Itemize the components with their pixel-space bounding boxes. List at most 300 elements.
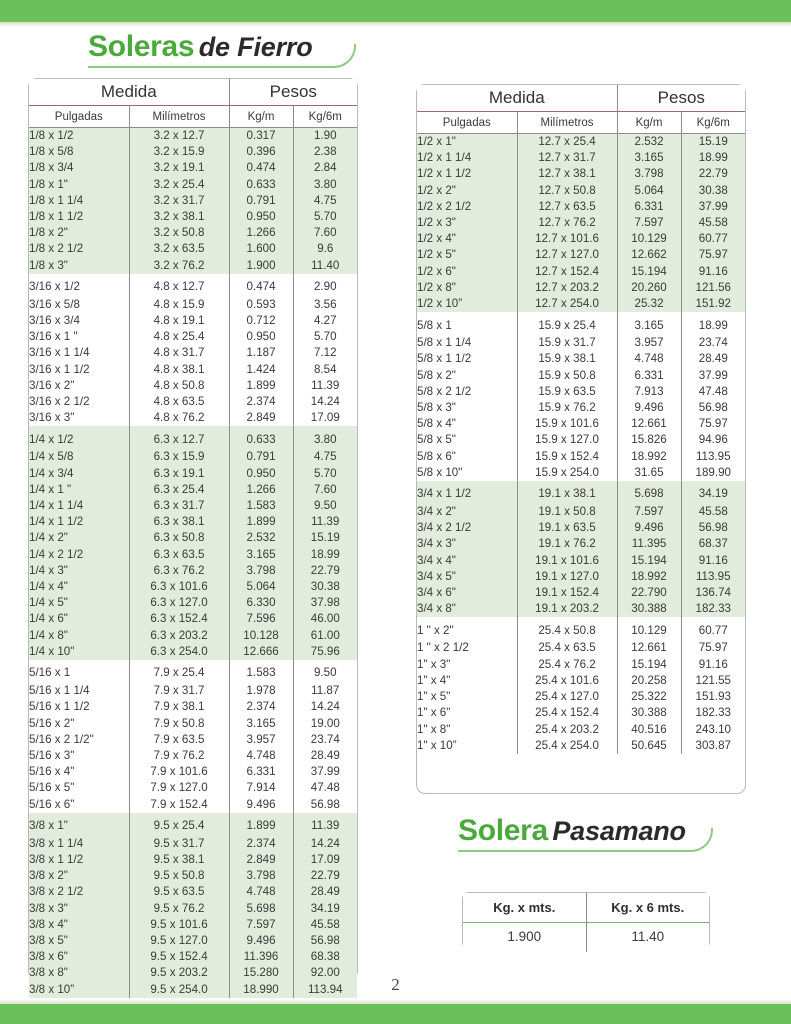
table-cell-milimetros: 15.9 x 76.2 [517,400,617,416]
table-cell-milimetros: 9.5 x 76.2 [129,901,229,917]
table-cell-pulgadas: 1/4 x 5" [29,595,129,611]
table-row [29,611,357,627]
table-row [417,400,745,416]
header-medida: Medida [29,79,229,106]
table-row [29,868,357,884]
pasamano-header-row [463,893,709,923]
table-cell-kg6m: 18.99 [293,547,357,563]
table-cell-pulgadas: 5/16 x 2" [29,716,129,732]
table-cell-kgm: 12.661 [617,640,681,656]
table-row [417,673,745,689]
table-cell-milimetros: 9.5 x 50.8 [129,868,229,884]
table-row [417,705,745,721]
table-cell-kgm: 2.532 [617,134,681,151]
table-row [417,722,745,738]
table-cell-milimetros: 4.8 x 38.1 [129,362,229,378]
table-row [417,689,745,705]
table-row [29,547,357,563]
table-cell-milimetros: 9.5 x 254.0 [129,982,229,998]
table-cell-milimetros: 12.7 x 254.0 [517,296,617,312]
table-cell-kg6m: 18.99 [681,312,745,335]
table-cell-pulgadas: 1/2 x 3" [417,215,517,231]
table-cell-kgm: 3.798 [229,868,293,884]
table-cell-kgm: 0.950 [229,466,293,482]
table-cell-kgm: 15.826 [617,432,681,448]
table-row [417,215,745,231]
header-kg6m: Kg/6m [681,112,745,134]
table-cell-milimetros: 6.3 x 31.7 [129,498,229,514]
header-medida: Medida [417,85,617,112]
section-heading-soleras [88,24,356,68]
table-cell-milimetros: 12.7 x 31.7 [517,150,617,166]
page-number: 2 [391,975,400,994]
table-cell-pulgadas: 3/8 x 4" [29,917,129,933]
table-cell-kgm: 1.978 [229,683,293,699]
table-cell-pulgadas: 1/8 x 1" [29,177,129,193]
table-cell-kg6m: 189.90 [681,465,745,481]
table-cell-kg6m: 11.39 [293,813,357,836]
table-row [417,416,745,432]
pasamano-table [462,892,710,949]
table-row [29,297,357,313]
table-cell-pulgadas: 5/8 x 5" [417,432,517,448]
table-cell-kgm: 9.496 [229,797,293,813]
table-cell-pulgadas: 3/8 x 1 1/4 [29,836,129,852]
table-cell-pulgadas: 5/8 x 1 [417,312,517,335]
table-row [29,530,357,546]
table-cell-milimetros: 6.3 x 76.2 [129,563,229,579]
table-cell-pulgadas: 5/8 x 2" [417,368,517,384]
table-cell-milimetros: 25.4 x 152.4 [517,705,617,721]
table-cell-kgm: 0.633 [229,426,293,449]
table-cell-pulgadas: 3/8 x 8" [29,965,129,981]
table-cell-kg6m: 45.58 [681,215,745,231]
table-cell-pulgadas: 3/16 x 2" [29,378,129,394]
table-cell-pulgadas: 3/8 x 6" [29,949,129,965]
table-cell-milimetros: 25.4 x 63.5 [517,640,617,656]
table-row [417,199,745,215]
table-row [29,410,357,426]
table-cell-pulgadas: 1/2 x 10” [417,296,517,312]
table-cell-milimetros: 3.2 x 12.7 [129,128,229,145]
table-cell-milimetros: 12.7 x 152.4 [517,264,617,280]
table-cell-kg6m: 45.58 [681,504,745,520]
pasamano-value-row [463,923,709,953]
table-cell-kg6m: 11.39 [293,514,357,530]
table-cell-kgm: 7.914 [229,780,293,796]
table-row [29,241,357,257]
table-cell-milimetros: 19.1 x 76.2 [517,536,617,552]
table-cell-milimetros: 7.9 x 152.4 [129,797,229,813]
table-cell-milimetros: 25.4 x 50.8 [517,617,617,640]
table-cell-pulgadas: 1" x 10” [417,738,517,754]
table-row [417,335,745,351]
table-cell-milimetros: 6.3 x 203.2 [129,628,229,644]
table-row [29,764,357,780]
table-header-column-row [417,112,745,134]
table-cell-pulgadas: 5/8 x 4" [417,416,517,432]
table-cell-kgm: 50.645 [617,738,681,754]
table-cell-kgm: 30.388 [617,601,681,617]
table-cell-kg6m: 17.09 [293,852,357,868]
table-cell-milimetros: 15.9 x 50.8 [517,368,617,384]
table-cell-kg6m: 75.97 [681,247,745,263]
table-cell-kgm: 5.064 [617,183,681,199]
table-row [29,797,357,813]
pasamano-value-kg-per-m: 1.900 [463,923,586,953]
table-cell-pulgadas: 1/4 x 3/4 [29,466,129,482]
table-cell-milimetros: 15.9 x 254.0 [517,465,617,481]
table-cell-pulgadas: 3/8 x 1 1/2 [29,852,129,868]
table-cell-milimetros: 9.5 x 152.4 [129,949,229,965]
table-row [417,536,745,552]
table-row [417,601,745,617]
table-row [29,732,357,748]
table-cell-milimetros: 4.8 x 25.4 [129,329,229,345]
table-cell-pulgadas: 1/2 x 1 1/4 [417,150,517,166]
table-cell-pulgadas: 3/16 x 1 1/2 [29,362,129,378]
soleras-table-left [28,78,358,996]
table-cell-kg6m: 9.50 [293,498,357,514]
table-cell-kgm: 0.593 [229,297,293,313]
table-row [29,329,357,345]
table-row [29,699,357,715]
table-cell-pulgadas: 3/16 x 1/2 [29,274,129,297]
table-row [417,264,745,280]
table-cell-pulgadas: 1/8 x 1 1/4 [29,193,129,209]
table-row [29,852,357,868]
table-cell-kg6m: 11.40 [293,258,357,274]
table-cell-kgm: 11.396 [229,949,293,965]
table-cell-milimetros: 19.1 x 101.6 [517,553,617,569]
table-cell-milimetros: 19.1 x 127.0 [517,569,617,585]
table-cell-kg6m: 45.58 [293,917,357,933]
table-cell-kg6m: 28.49 [293,884,357,900]
table-cell-milimetros: 19.1 x 203.2 [517,601,617,617]
table-cell-kgm: 4.748 [617,351,681,367]
table-cell-kgm: 2.849 [229,410,293,426]
table-cell-milimetros: 3.2 x 76.2 [129,258,229,274]
table-cell-kg6m: 68.37 [681,536,745,552]
table-cell-kgm: 15.194 [617,657,681,673]
table-cell-kgm: 18.990 [229,982,293,998]
table-row [29,345,357,361]
header-milimetros: Milímetros [517,112,617,134]
table-cell-milimetros: 3.2 x 31.7 [129,193,229,209]
table-row [29,426,357,449]
table-row [29,813,357,836]
table-cell-kg6m: 1.90 [293,128,357,145]
table-cell-pulgadas: 3/8 x 10” [29,982,129,998]
pasamano-spec-table [463,893,709,952]
table-cell-milimetros: 12.7 x 76.2 [517,215,617,231]
table-cell-kgm: 2.374 [229,394,293,410]
table-cell-milimetros: 6.3 x 38.1 [129,514,229,530]
table-row [29,209,357,225]
table-cell-kgm: 2.374 [229,836,293,852]
table-cell-kgm: 3.165 [229,547,293,563]
table-cell-kg6m: 121.55 [681,673,745,689]
table-row [417,481,745,504]
table-cell-pulgadas: 3/8 x 2" [29,868,129,884]
table-cell-milimetros: 19.1 x 50.8 [517,504,617,520]
table-row [29,225,357,241]
table-row [29,313,357,329]
table-cell-kgm: 18.992 [617,449,681,465]
table-cell-pulgadas: 3/4 x 1 1/2 [417,481,517,504]
table-cell-pulgadas: 1/8 x 1 1/2 [29,209,129,225]
table-row [29,128,357,145]
table-cell-pulgadas: 1/2 x 2" [417,183,517,199]
table-cell-milimetros: 6.3 x 25.4 [129,482,229,498]
table-cell-kgm: 1.600 [229,241,293,257]
table-row [417,520,745,536]
table-cell-kgm: 0.474 [229,274,293,297]
table-cell-kg6m: 91.16 [681,264,745,280]
table-cell-kgm: 0.791 [229,449,293,465]
table-cell-kgm: 25.322 [617,689,681,705]
table-cell-pulgadas: 1/8 x 3/4 [29,160,129,176]
table-cell-pulgadas: 1/4 x 1 " [29,482,129,498]
table-cell-pulgadas: 3/4 x 4" [417,553,517,569]
table-row [417,504,745,520]
table-cell-pulgadas: 1/2 x 2 1/2 [417,199,517,215]
table-row [29,884,357,900]
table-cell-kg6m: 22.79 [681,166,745,182]
table-cell-pulgadas: 3/16 x 3/4 [29,313,129,329]
table-cell-kg6m: 14.24 [293,699,357,715]
table-cell-pulgadas: 1" x 6" [417,705,517,721]
table-cell-kgm: 3.165 [617,150,681,166]
table-cell-pulgadas: 5/16 x 4" [29,764,129,780]
table-cell-kg6m: 4.75 [293,193,357,209]
table-cell-milimetros: 15.9 x 25.4 [517,312,617,335]
table-cell-pulgadas: 1/4 x 2" [29,530,129,546]
table-cell-kg6m: 15.19 [293,530,357,546]
table-cell-milimetros: 9.5 x 25.4 [129,813,229,836]
table-cell-pulgadas: 1 " x 2" [417,617,517,640]
table-cell-kg6m: 9.6 [293,241,357,257]
table-cell-kgm: 1.583 [229,498,293,514]
table-row [29,901,357,917]
table-cell-kgm: 5.698 [617,481,681,504]
table-cell-kgm: 12.662 [617,247,681,263]
table-cell-pulgadas: 1/4 x 3" [29,563,129,579]
table-cell-kg6m: 15.19 [681,134,745,151]
table-cell-kgm: 2.849 [229,852,293,868]
header-kgm: Kg/m [229,106,293,128]
table-cell-kgm: 3.798 [617,166,681,182]
table-cell-kgm: 0.317 [229,128,293,145]
table-cell-milimetros: 25.4 x 254.0 [517,738,617,754]
table-row [417,553,745,569]
table-row [417,640,745,656]
table-cell-pulgadas: 3/8 x 2 1/2 [29,884,129,900]
table-cell-kg6m: 11.87 [293,683,357,699]
table-cell-kg6m: 3.80 [293,177,357,193]
table-row [29,563,357,579]
table-cell-kg6m: 7.12 [293,345,357,361]
table-cell-pulgadas: 5/8 x 6" [417,449,517,465]
table-cell-kgm: 1.424 [229,362,293,378]
table-cell-kg6m: 9.50 [293,660,357,683]
table-row [417,134,745,151]
table-cell-kgm: 5.698 [229,901,293,917]
table-cell-kgm: 0.712 [229,313,293,329]
table-cell-kg6m: 61.00 [293,628,357,644]
table-cell-pulgadas: 3/16 x 1 1/4 [29,345,129,361]
table-row [29,644,357,660]
table-row [29,780,357,796]
table-cell-milimetros: 3.2 x 19.1 [129,160,229,176]
table-cell-milimetros: 6.3 x 50.8 [129,530,229,546]
table-cell-milimetros: 15.9 x 152.4 [517,449,617,465]
table-cell-kg6m: 30.38 [293,579,357,595]
table-cell-milimetros: 9.5 x 31.7 [129,836,229,852]
table-cell-pulgadas: 3/4 x 6" [417,585,517,601]
table-cell-kgm: 7.913 [617,384,681,400]
table-cell-milimetros: 15.9 x 127.0 [517,432,617,448]
table-cell-kg6m: 121.56 [681,280,745,296]
table-cell-kgm: 7.597 [617,215,681,231]
table-cell-pulgadas: 1/8 x 2" [29,225,129,241]
table-cell-pulgadas: 5/16 x 3" [29,748,129,764]
table-cell-milimetros: 12.7 x 127.0 [517,247,617,263]
table-row [29,933,357,949]
table-row [29,482,357,498]
table-cell-kgm: 20.260 [617,280,681,296]
table-cell-pulgadas: 1/2 x 8" [417,280,517,296]
table-cell-kg6m: 46.00 [293,611,357,627]
table-cell-milimetros: 3.2 x 38.1 [129,209,229,225]
table-cell-kgm: 9.496 [617,400,681,416]
table-cell-kg6m: 34.19 [293,901,357,917]
table-cell-pulgadas: 1/2 x 1" [417,134,517,151]
table-row [417,657,745,673]
table-cell-kgm: 1.899 [229,514,293,530]
table-cell-kg6m: 23.74 [681,335,745,351]
table-row [417,150,745,166]
table-cell-kgm: 6.330 [229,595,293,611]
table-cell-kg6m: 2.84 [293,160,357,176]
table-cell-kg6m: 182.33 [681,705,745,721]
table-cell-kg6m: 94.96 [681,432,745,448]
table-cell-pulgadas: 1/2 x 6" [417,264,517,280]
header-milimetros: Milímetros [129,106,229,128]
heading-soleras-bold: Soleras [88,30,195,63]
table-cell-kg6m: 75.96 [293,644,357,660]
table-cell-pulgadas: 1/2 x 1 1/2 [417,166,517,182]
table-cell-milimetros: 7.9 x 38.1 [129,699,229,715]
table-cell-kg6m: 11.39 [293,378,357,394]
table-cell-milimetros: 15.9 x 101.6 [517,416,617,432]
table-cell-kgm: 3.957 [229,732,293,748]
table-cell-milimetros: 15.9 x 31.7 [517,335,617,351]
table-cell-kg6m: 56.98 [293,933,357,949]
table-cell-pulgadas: 3/8 x 3" [29,901,129,917]
table-cell-pulgadas: 5/16 x 6" [29,797,129,813]
table-cell-kgm: 18.992 [617,569,681,585]
table-cell-kg6m: 34.19 [681,481,745,504]
table-cell-kg6m: 8.54 [293,362,357,378]
table-cell-kgm: 0.633 [229,177,293,193]
table-cell-kg6m: 28.49 [681,351,745,367]
table-row [29,144,357,160]
table-cell-kgm: 1.266 [229,225,293,241]
table-cell-pulgadas: 1" x 4" [417,673,517,689]
table-cell-milimetros: 12.7 x 50.8 [517,183,617,199]
table-cell-kgm: 30.388 [617,705,681,721]
left-margin [0,27,8,999]
table-cell-milimetros: 25.4 x 101.6 [517,673,617,689]
spec-table [29,79,357,998]
table-cell-pulgadas: 1" x 8" [417,722,517,738]
table-cell-milimetros: 6.3 x 19.1 [129,466,229,482]
header-kgm: Kg/m [617,112,681,134]
table-cell-pulgadas: 3/16 x 2 1/2 [29,394,129,410]
table-cell-kg6m: 37.98 [293,595,357,611]
table-cell-kgm: 12.666 [229,644,293,660]
table-row [29,193,357,209]
table-row [417,738,745,754]
table-row [29,274,357,297]
table-row [29,514,357,530]
table-cell-kg6m: 5.70 [293,466,357,482]
table-cell-kg6m: 151.93 [681,689,745,705]
table-cell-milimetros: 9.5 x 127.0 [129,933,229,949]
table-cell-pulgadas: 1/4 x 4" [29,579,129,595]
table-cell-pulgadas: 5/16 x 1 1/4 [29,683,129,699]
table-cell-kg6m: 303.87 [681,738,745,754]
table-cell-milimetros: 4.8 x 12.7 [129,274,229,297]
table-cell-pulgadas: 5/16 x 5" [29,780,129,796]
table-cell-kgm: 3.957 [617,335,681,351]
table-cell-kgm: 0.791 [229,193,293,209]
table-cell-kgm: 15.194 [617,264,681,280]
table-cell-milimetros: 7.9 x 50.8 [129,716,229,732]
soleras-table-right [416,84,746,794]
table-cell-milimetros: 4.8 x 31.7 [129,345,229,361]
heading-pasamano-bold: Solera [458,814,548,847]
table-cell-kg6m: 113.95 [681,569,745,585]
table-row [417,183,745,199]
table-row [417,166,745,182]
table-cell-kg6m: 2.38 [293,144,357,160]
table-cell-pulgadas: 3/4 x 3" [417,536,517,552]
table-cell-kgm: 0.474 [229,160,293,176]
table-row [417,432,745,448]
table-cell-pulgadas: 3/16 x 1 " [29,329,129,345]
table-cell-pulgadas: 3/4 x 2" [417,504,517,520]
section-heading-pasamano [458,808,713,852]
table-cell-milimetros: 4.8 x 76.2 [129,410,229,426]
table-cell-milimetros: 4.8 x 15.9 [129,297,229,313]
table-header-group-row [29,79,357,106]
table-cell-pulgadas: 3/16 x 3" [29,410,129,426]
header-pesos: Pesos [229,79,357,106]
table-cell-milimetros: 19.1 x 63.5 [517,520,617,536]
table-cell-milimetros: 15.9 x 38.1 [517,351,617,367]
table-cell-kg6m: 56.98 [681,520,745,536]
table-cell-kg6m: 136.74 [681,585,745,601]
pasamano-header-kg-per-6m: Kg. x 6 mts. [586,893,709,923]
table-cell-pulgadas: 1/4 x 1/2 [29,426,129,449]
table-cell-pulgadas: 5/8 x 3" [417,400,517,416]
table-cell-kgm: 1.266 [229,482,293,498]
table-cell-kg6m: 22.79 [293,563,357,579]
table-cell-milimetros: 6.3 x 63.5 [129,547,229,563]
table-cell-kgm: 6.331 [229,764,293,780]
